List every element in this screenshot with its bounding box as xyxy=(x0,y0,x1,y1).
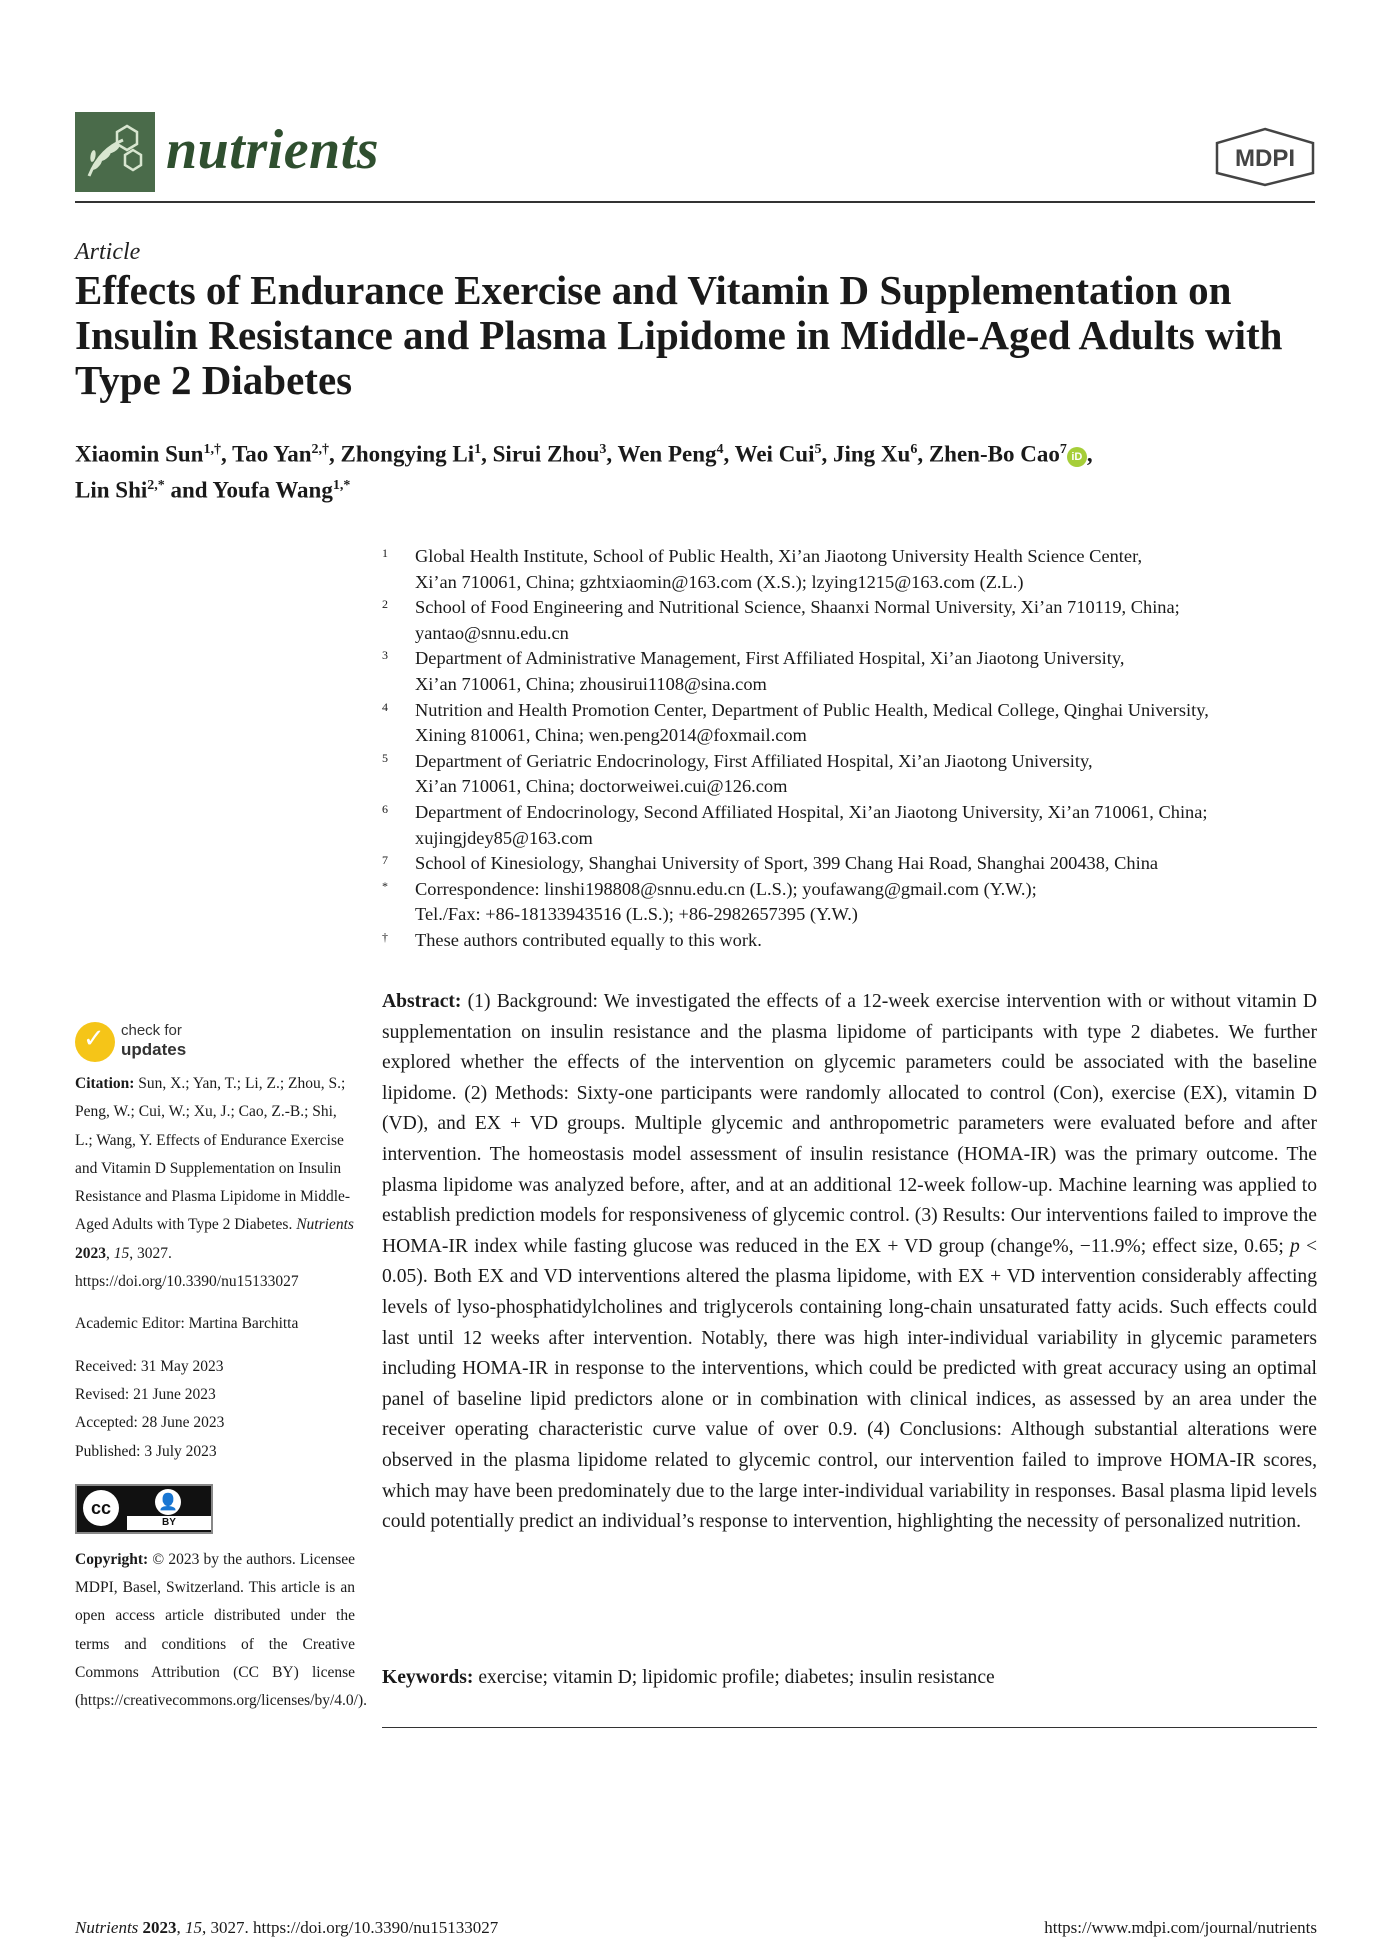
affiliation-number: 7 xyxy=(382,853,388,868)
keywords-label: Keywords: xyxy=(382,1667,474,1688)
citation-label: Citation: xyxy=(75,1075,135,1092)
abstract-p-symbol: p xyxy=(1290,1235,1300,1257)
affiliation-item xyxy=(382,749,1317,800)
footer-doi[interactable]: , 3027. https://doi.org/10.3390/nu15133027 xyxy=(202,1918,499,1937)
author-separator: , xyxy=(723,441,735,467)
affiliation-number: 5 xyxy=(382,750,388,765)
author-name: Sirui Zhou xyxy=(492,441,600,467)
affiliation-text: Global Health Institute, School of Public Health, Xi’an Jiaotong University Health Science Center, xyxy=(415,546,1143,566)
article-title: Effects of Endurance Exercise and Vitamin D Supplementation on Insulin Resistance and Plasma Lipidome in Middle-Aged Adults with Type 2 Diabetes xyxy=(75,267,1283,403)
footer-volume: 15 xyxy=(185,1918,203,1937)
abstract-label: Abstract: xyxy=(382,991,462,1012)
author-name: Youfa Wang xyxy=(212,477,333,503)
citation-journal: Nutrients xyxy=(296,1216,354,1234)
person-icon: 👤 xyxy=(155,1489,181,1515)
author-separator: , xyxy=(220,441,233,467)
affiliation-text-continued: Xi’an 710061, China; doctorweiwei.cui@126.com xyxy=(415,776,788,797)
author-separator: , xyxy=(606,441,618,467)
affiliation-text: School of Food Engineering and Nutritional Science, Shaanxi Normal University, Xi’an 710119, China; xyxy=(415,597,1180,618)
author-separator: , xyxy=(1086,441,1093,467)
author-affiliation-marker: 3 xyxy=(599,442,607,457)
affiliation-item xyxy=(382,928,1317,954)
checkmark-icon: ✓ xyxy=(83,1024,105,1054)
affiliation-item xyxy=(382,646,1317,697)
affiliation-item xyxy=(382,877,1317,928)
revised-date: Revised: 21 June 2023 xyxy=(75,1385,216,1403)
abstract-text-continued: < 0.05). Both EX and VD interventions altered the plasma lipidome, with EX + VD intervention considerably affecting levels of lyso-phosphatidylcholines and triglycerols containing long-chain unsaturated fatty acids. Such effects could last until 12 weeks after intervention. Notably, there was high inter-individual variability in glycemic parameters including HOMA-IR in response to the interventions, which could be predicted with great accuracy using an optimal panel of baseline lipid predictors alone or in combination with clinical indices, as assessed by an area under the receiver operating characteristic curve value of over 0.9. (4) Conclusions: Although substantial alterations were observed in the plasma lipidome related to glycemic control, our intervention failed to improve HOMA-IR scores, which may have been predominately due to the large inter-individual variability in responses. Basal plasma lipid levels could potentially predict an individual’s response to intervention, highlighting the necessity of personalized nutrition. xyxy=(382,1235,1317,1533)
affiliation-number: 2 xyxy=(382,597,388,612)
copyright-notice xyxy=(75,1546,368,1716)
affiliation-text-continued: xujingjdey85@163.com xyxy=(415,827,593,848)
citation: Citation: Sun, X.; Yan, T.; Li, Z.; Zhou, S.; Peng, W.; Cui, W.; Xu, J.; Cao, Z.-B.; Shi, L.; Wang, Y. Effects of Endurance Exercise and Vitamin D Supplementation on Insulin Resistance and Plasma Lipidome in Middle-Aged Adults with Type 2 Diabetes. Nutrients 2023, 15, 3027. https://doi.org/10.3390/nu15133027 xyxy=(75,1075,354,1291)
citation-text: Sun, X.; Yan, T.; Li, Z.; Zhou, S.; Peng, W.; Cui, W.; Xu, J.; Cao, Z.-B.; Shi, L.; Wang, Y. Effects of Endurance Exercise and Vitamin D Supplementation on Insulin Resistance and Plasma Lipidome in Middle-Aged Adults with Type 2 Diabetes. xyxy=(75,1075,351,1234)
footer-year: 2023 xyxy=(142,1918,177,1937)
author-affiliation-marker: 6 xyxy=(910,442,918,457)
sidebar xyxy=(75,1070,368,1716)
citation-doi[interactable]: , 3027. https://doi.org/10.3390/nu15133027 xyxy=(75,1244,299,1291)
accepted-date: Accepted: 28 June 2023 xyxy=(75,1414,225,1432)
affiliation-text: Nutrition and Health Promotion Center, Department of Public Health, Medical College, Qinghai University, xyxy=(415,699,1209,720)
affiliation-number: 1 xyxy=(382,546,388,560)
affiliation-text: Department of Geriatric Endocrinology, First Affiliated Hospital, Xi’an Jiaotong University, xyxy=(415,750,1093,771)
journal-logo xyxy=(75,112,155,192)
author-separator: and xyxy=(164,477,213,503)
affiliation-number: 6 xyxy=(382,801,388,816)
copyright-label: Copyright: xyxy=(75,1550,149,1568)
author-list xyxy=(75,434,1315,505)
affiliation-text-continued: Xi’an 710061, China; gzhtxiaomin@163.com (X.S.); lzying1215@163.com (Z.L.) xyxy=(415,571,1024,592)
abstract-divider xyxy=(382,1727,1317,1728)
check-updates-label-top: check for xyxy=(121,1022,182,1039)
article-type: Article xyxy=(75,239,141,265)
affiliation-text: Department of Administrative Management, First Affiliated Hospital, Xi’an Jiaotong University, xyxy=(415,648,1125,669)
author-affiliation-marker: 1,† xyxy=(203,442,221,457)
header-divider xyxy=(75,201,1315,203)
affiliation-text-continued: Tel./Fax: +86-18133943516 (L.S.); +86-2982657395 (Y.W.) xyxy=(415,904,858,925)
keywords xyxy=(382,1663,1317,1693)
affiliation-text: Department of Endocrinology, Second Affiliated Hospital, Xi’an Jiaotong University, Xi’an 710061, China; xyxy=(415,801,1208,822)
affiliation-number: † xyxy=(382,929,388,944)
footer-journal: Nutrients xyxy=(75,1918,139,1937)
affiliation-item xyxy=(382,698,1317,749)
affiliation-number: * xyxy=(382,878,388,893)
affiliation-number: 4 xyxy=(382,699,388,714)
author-separator: , xyxy=(481,441,493,467)
author-separator: , xyxy=(917,441,929,467)
author-affiliation-marker: 4 xyxy=(716,442,724,457)
published-date: Published: 3 July 2023 xyxy=(75,1442,217,1460)
publisher-logo xyxy=(1212,126,1318,188)
author-name: Zhen-Bo Cao xyxy=(928,441,1060,467)
orcid-icon[interactable]: iD xyxy=(1067,447,1087,467)
author-affiliation-marker: 1 xyxy=(474,442,482,457)
abstract xyxy=(382,987,1317,1538)
author-affiliation-marker: 1,* xyxy=(332,477,351,493)
author-separator: , xyxy=(821,441,833,467)
author-name: Xiaomin Sun xyxy=(75,441,204,467)
mdpi-logo-icon xyxy=(1212,126,1318,188)
citation-year: 2023 xyxy=(75,1244,106,1262)
affiliation-item xyxy=(382,800,1317,851)
keywords-text: exercise; vitamin D; lipidomic profile; diabetes; insulin resistance xyxy=(478,1667,995,1688)
author-name: Wei Cui xyxy=(734,441,815,467)
author-name: Lin Shi xyxy=(75,477,148,503)
author-name: Wen Peng xyxy=(617,441,717,467)
author-name: Jing Xu xyxy=(832,441,911,467)
affiliation-text-continued: Xining 810061, China; wen.peng2014@foxmail.com xyxy=(415,725,807,746)
affiliation-text: Correspondence: linshi198808@snnu.edu.cn (L.S.); youfawang@gmail.com (Y.W.); xyxy=(415,878,1037,899)
affiliations-list xyxy=(382,544,1317,954)
affiliation-text: School of Kinesiology, Shanghai University of Sport, 399 Chang Hai Road, Shanghai 200438, China xyxy=(415,853,1159,874)
affiliation-text: These authors contributed equally to this work. xyxy=(415,929,762,950)
affiliation-item xyxy=(382,851,1317,877)
footer-journal-url[interactable]: https://www.mdpi.com/journal/nutrients xyxy=(1044,1918,1317,1937)
author-affiliation-marker: 5 xyxy=(814,442,822,457)
author-affiliation-marker: 2,* xyxy=(147,477,165,493)
abstract-text: (1) Background: We investigated the effects of a 12-week exercise intervention with or without vitamin D supplementation on insulin resistance and the plasma lipidome of participants with type 2 diabetes. We further explored whether the effects of the intervention on glycemic parameters could be associated with the baseline lipidome. (2) Methods: Sixty-one participants were randomly allocated to control (Con), exercise (EX), vitamin D (VD), and EX + VD groups. Multiple glycemic and anthropometric parameters were evaluated before and after intervention. The homeostasis model assessment of insulin resistance (HOMA-IR) was the primary outcome. The plasma lipidome was analyzed before, after, and at an additional 12-week follow-up. Machine learning was applied to establish prediction models for responsiveness of glycemic control. (3) Results: Our interventions failed to improve the HOMA-IR index while fasting glucose was reduced in the EX + VD group (change%, −11.9%; effect size, 0.65; xyxy=(382,991,1317,1257)
check-updates-label-bottom: updates xyxy=(121,1040,187,1059)
author-separator: , xyxy=(329,441,341,467)
journal-name: nutrients xyxy=(166,119,380,181)
cc-by-license-badge[interactable] xyxy=(75,1484,213,1534)
affiliation-item xyxy=(382,544,1317,595)
affiliation-number: 3 xyxy=(382,648,388,663)
citation-volume: 15 xyxy=(113,1244,130,1262)
footer-citation: Nutrients 2023, 15, 3027. https://doi.org/10.3390/nu15133027 xyxy=(75,1918,499,1937)
cc-icon: cc xyxy=(83,1490,119,1526)
copyright-text: © 2023 by the authors. Licensee MDPI, Basel, Switzerland. This article is an open access article distributed under the terms and conditions of the Creative Commons Attribution (CC BY) license (https://creativecommons.org/licenses/by/4.0/). xyxy=(75,1550,368,1710)
author-name: Tao Yan xyxy=(232,441,312,467)
check-for-updates-badge[interactable] xyxy=(75,1020,225,1068)
author-affiliation-marker: 7 xyxy=(1059,442,1067,457)
cc-by-label: BY xyxy=(127,1516,211,1530)
affiliation-text-continued: yantao@snnu.edu.cn xyxy=(415,622,569,643)
academic-editor: Academic Editor: Martina Barchitta xyxy=(75,1315,299,1333)
leaf-molecule-icon xyxy=(75,112,155,192)
received-date: Received: 31 May 2023 xyxy=(75,1357,224,1375)
affiliation-text-continued: Xi’an 710061, China; zhousirui1108@sina.com xyxy=(415,673,767,694)
author-name: Zhongying Li xyxy=(340,441,475,467)
publisher-name: MDPI xyxy=(1235,145,1295,172)
author-affiliation-marker: 2,† xyxy=(311,442,330,457)
affiliation-item xyxy=(382,595,1317,646)
